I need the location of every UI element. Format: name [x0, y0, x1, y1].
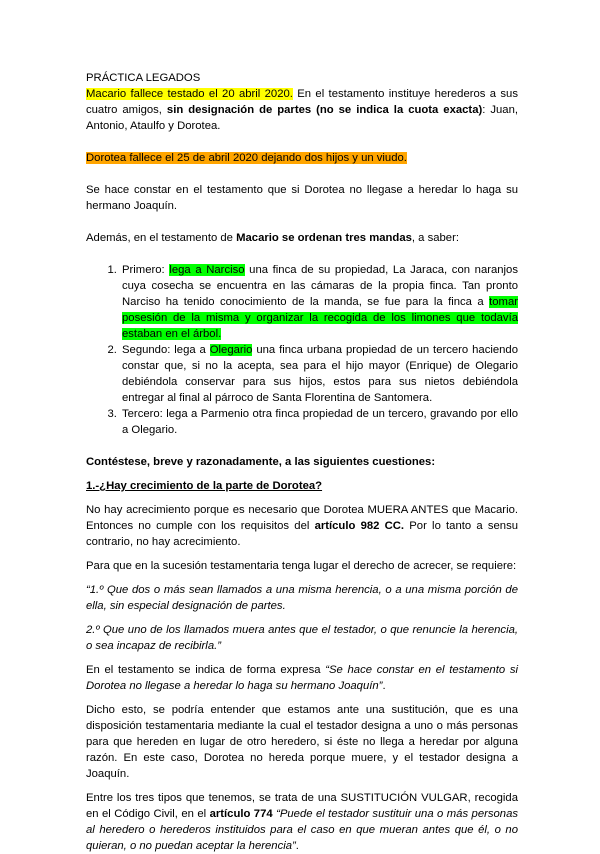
- text: Primero:: [122, 264, 170, 276]
- italic-text: “1.º Que dos o más sean llamados a una misma herencia, o a una misma porción de ella, sin especial designación de partes.: [86, 584, 518, 612]
- answer-paragraph: [86, 662, 518, 694]
- highlight-green: tomar posesión de la misma y organizar la recogida de los limones que todavía estaban en el árbol.: [122, 296, 518, 340]
- answer-paragraph: [86, 790, 518, 854]
- bold-text: sin designación de partes (no se indica la cuota exacta): [166, 104, 483, 116]
- question-1: [86, 478, 518, 494]
- answer-paragraph: Dicho esto, se podría entender que estamos ante una sustitución, que es una disposición testamentaria mediante la cual el testador designa a uno o más personas para que hereden en lugar de otro heredero, si éste no llega a heredar por alguna razón. En este caso, Dorotea no hereda porque muere, y el testador designa a Joaquín.: [86, 704, 518, 780]
- text: Por lo tanto a sensu contrario, no hay acrecimiento.: [86, 520, 518, 548]
- text: Además, en el testamento de: [86, 232, 237, 244]
- italic-text: “Se hace constar en el testamento si Dorotea no llegase a heredar lo haga su hermano Joaquín”: [86, 664, 518, 692]
- text: .: [295, 840, 299, 852]
- italic-text: “Puede el testador sustituir una o más personas al heredero o herederos instituidos para el caso en que mueran antes que él, o no quieran, o no puedan aceptar la herencia”: [86, 808, 519, 852]
- mandas-list: [86, 262, 518, 438]
- answer-paragraph: Para que en la sucesión testamentaria tenga lugar el derecho de acrecer, se requiere:: [86, 560, 517, 572]
- answer-paragraph: [86, 502, 518, 550]
- text: .: [382, 680, 386, 692]
- quote-paragraph: [86, 622, 518, 654]
- text: una finca de su propiedad, La Jaraca, con naranjos cuya cosecha se encuentra en las cámaras de la propia finca. Tan pronto Narciso ha tenido conocimiento de la manda, se fue para la finca a: [122, 264, 518, 308]
- questions-intro: [86, 454, 518, 470]
- paragraph-substitution-clause: Se hace constar en el testamento que si Dorotea no llegase a heredar lo haga su hermano Joaquín.: [86, 184, 518, 212]
- highlight-green: Olegario: [209, 344, 253, 356]
- paragraph-facts: [86, 86, 518, 134]
- bold-text: artículo 982 CC.: [314, 520, 405, 532]
- doc-title: PRÁCTICA LEGADOS: [86, 72, 201, 84]
- quote-paragraph: [86, 582, 518, 614]
- text: En el testamento instituye herederos a sus cuatro amigos,: [86, 88, 518, 116]
- bold-text: Contéstese, breve y razonadamente, a las siguientes cuestiones:: [86, 456, 436, 468]
- italic-text: 2.º Que uno de los llamados muera antes que el testador, o que renuncie la herencia, o sea incapaz de recibirla.”: [86, 624, 518, 652]
- text: No hay acrecimiento porque es necesario que Dorotea MUERA ANTES que Macario. Entonces no cumple con los requisitos del: [86, 504, 518, 532]
- underlined-text: 1.-¿Hay crecimiento de la parte de Dorotea?: [86, 480, 323, 492]
- text: , a saber:: [411, 232, 459, 244]
- highlight-death-dorotea: Dorotea fallece el 25 de abril 2020 dejando dos hijos y un viudo.: [86, 152, 407, 164]
- list-item: 3. Tercero: lega a Parmenio otra finca propiedad de un tercero, gravando por ello a Olegario.: [120, 406, 518, 438]
- bold-text: artículo 774: [209, 808, 273, 820]
- paragraph-dorotea: [86, 150, 518, 166]
- bold-text: Macario se ordenan tres mandas: [236, 232, 412, 244]
- list-item: [120, 262, 518, 342]
- text: Segundo: lega a: [122, 344, 210, 356]
- document-page: [86, 70, 518, 854]
- list-item: [120, 342, 518, 406]
- text: En el testamento se indica de forma expresa: [86, 664, 326, 676]
- text: : Juan, Antonio, Ataulfo y Dorotea.: [86, 104, 518, 132]
- paragraph-mandas-intro: [86, 230, 518, 246]
- highlight-death-macario: Macario fallece testado el 20 abril 2020.: [86, 88, 293, 100]
- highlight-green: lega a Narciso: [169, 264, 245, 276]
- text: Entre los tres tipos que tenemos, se trata de una SUSTITUCIÓN VULGAR, recogida en el Código Civil, en el: [86, 792, 518, 820]
- text: una finca urbana propiedad de un tercero haciendo constar que, si no la acepta, sea para el hijo mayor (Enrique) de Olegario debiéndola conservar para sus hijos, estos para sus nietos debiéndola entregar al final al párroco de Santa Florentina de Santomera.: [122, 344, 518, 404]
